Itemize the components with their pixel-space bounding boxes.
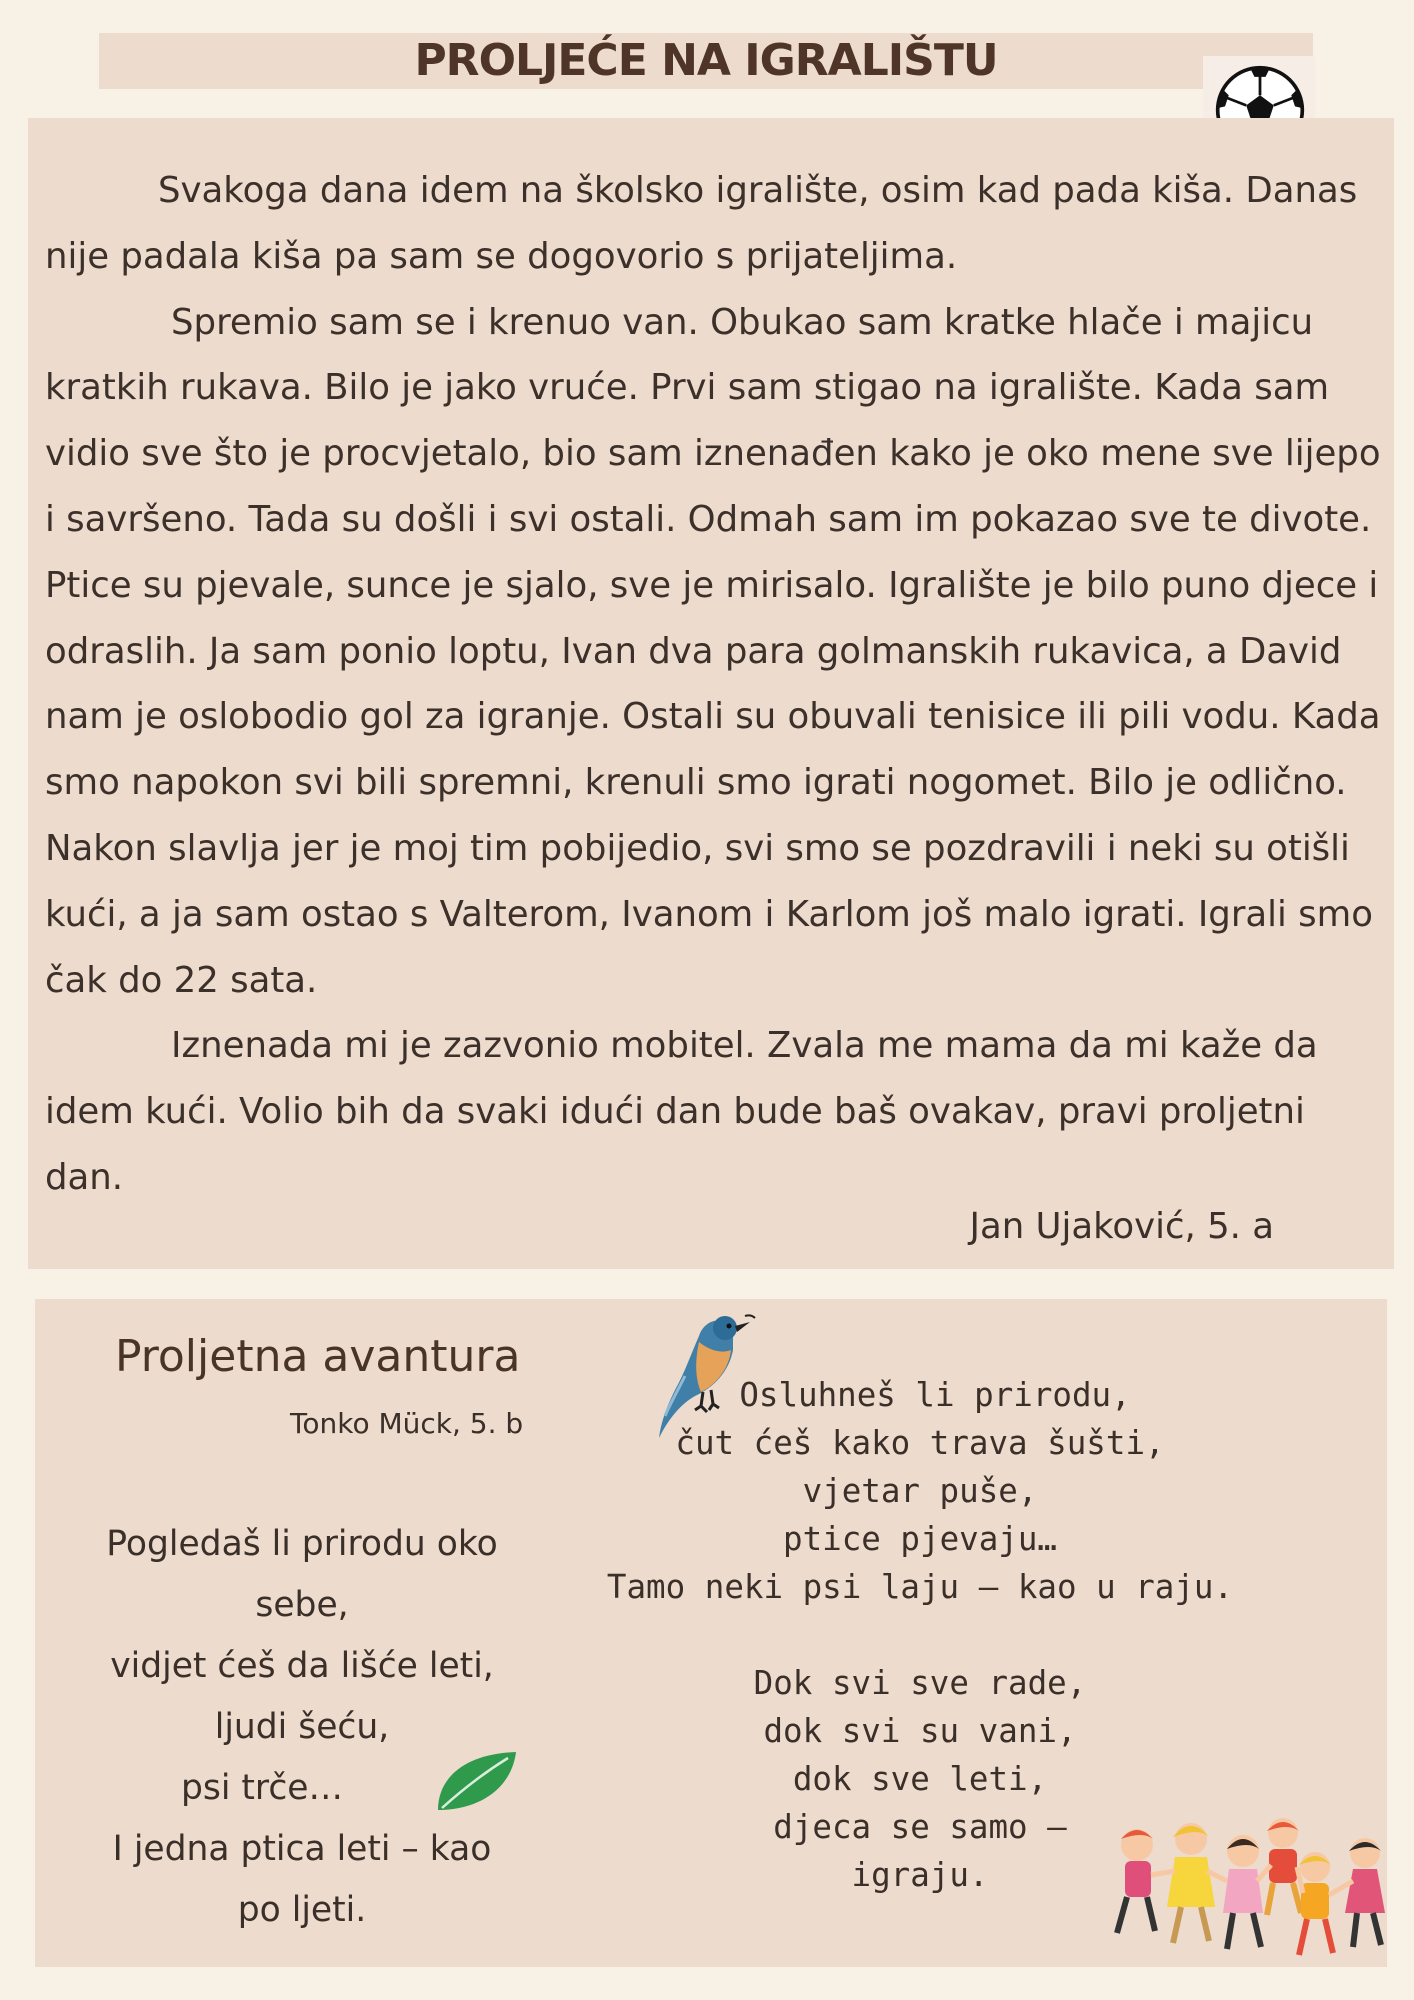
leaf-icon — [434, 1748, 520, 1814]
page-title: PROLJEĆE NA IGRALIŠTU — [414, 35, 998, 86]
poem-title: Proljetna avantura — [115, 1331, 521, 1382]
playing-children-icon — [1103, 1815, 1395, 1965]
poem-left-stanza — [87, 1514, 517, 1941]
poem-line: Dok svi sve rade, — [753, 1664, 1087, 1702]
poem-author: Tonko Mück, 5. b — [290, 1407, 524, 1440]
story-panel — [28, 118, 1394, 1269]
poem-line: vidjet ćeš da lišće leti, — [110, 1646, 494, 1686]
poem-line: Tamo neki psi laju – kao u raju. — [606, 1568, 1234, 1606]
poem-line: igraju. — [851, 1856, 989, 1894]
poem-line: ptice pjevaju… — [783, 1520, 1057, 1558]
story-author: Jan Ujaković, 5. a — [969, 1206, 1274, 1247]
story-paragraph-1: Svakoga dana idem na školsko igralište, osim kad pada kiša. Danas nije padala kiša pa sam se dogovorio s prijateljima. — [45, 170, 1358, 277]
story-text — [45, 158, 1385, 1211]
poem-line: Pogledaš li prirodu oko sebe, — [106, 1524, 498, 1625]
poem-line: Osluhneš li prirodu, — [739, 1376, 1131, 1414]
story-paragraph-2: Spremio sam se i krenuo van. Obukao sam kratke hlače i majicu kratkih rukava. Bilo je jako vruće. Prvi sam stigao na igralište. Kada sam vidio sve što je procvjetalo, bio sam iznenađen kako je oko mene sve lijepo i savršeno. Tada su došli i svi ostali. Odmah sam im pokazao sve te divote. Ptice su pjevale, sunce je sjalo, sve je mirisalo. Igralište je bilo puno djece i odraslih. Ja sam ponio loptu, Ivan dva para golmanskih rukavica, a David nam je oslobodio gol za igranje. Ostali su obuvali tenisice ili pili vodu. Kada smo napokon svi bili spremni, krenuli smo igrati nogomet. Bilo je odlično. Nakon slavlja jer je moj tim pobijedio, svi smo se pozdravili i neki su otišli kući, a ja sam ostao s Valterom, Ivanom i Karlom još malo igrati. Igrali smo čak do 22 sata. — [45, 301, 1381, 1001]
poem-line: čut ćeš kako trava šušti, — [675, 1424, 1165, 1462]
poem-line: dok svi su vani, — [763, 1712, 1077, 1750]
poem-line: I jedna ptica leti – kao po ljeti. — [112, 1829, 492, 1930]
poem-line: ljudi šeću, — [214, 1707, 390, 1747]
title-bar — [99, 33, 1313, 89]
bird-icon — [655, 1306, 765, 1446]
story-paragraph-3: Iznenada mi je zazvonio mobitel. Zvala me mama da mi kaže da idem kući. Volio bih da svaki idući dan bude baš ovakav, pravi proljetni dan. — [45, 1025, 1318, 1198]
poem-line: djeca se samo – — [773, 1808, 1067, 1846]
poem-line: psi trče… — [180, 1768, 344, 1808]
poem-line: dok sve leti, — [792, 1760, 1048, 1798]
poem-line: vjetar puše, — [802, 1472, 1038, 1510]
